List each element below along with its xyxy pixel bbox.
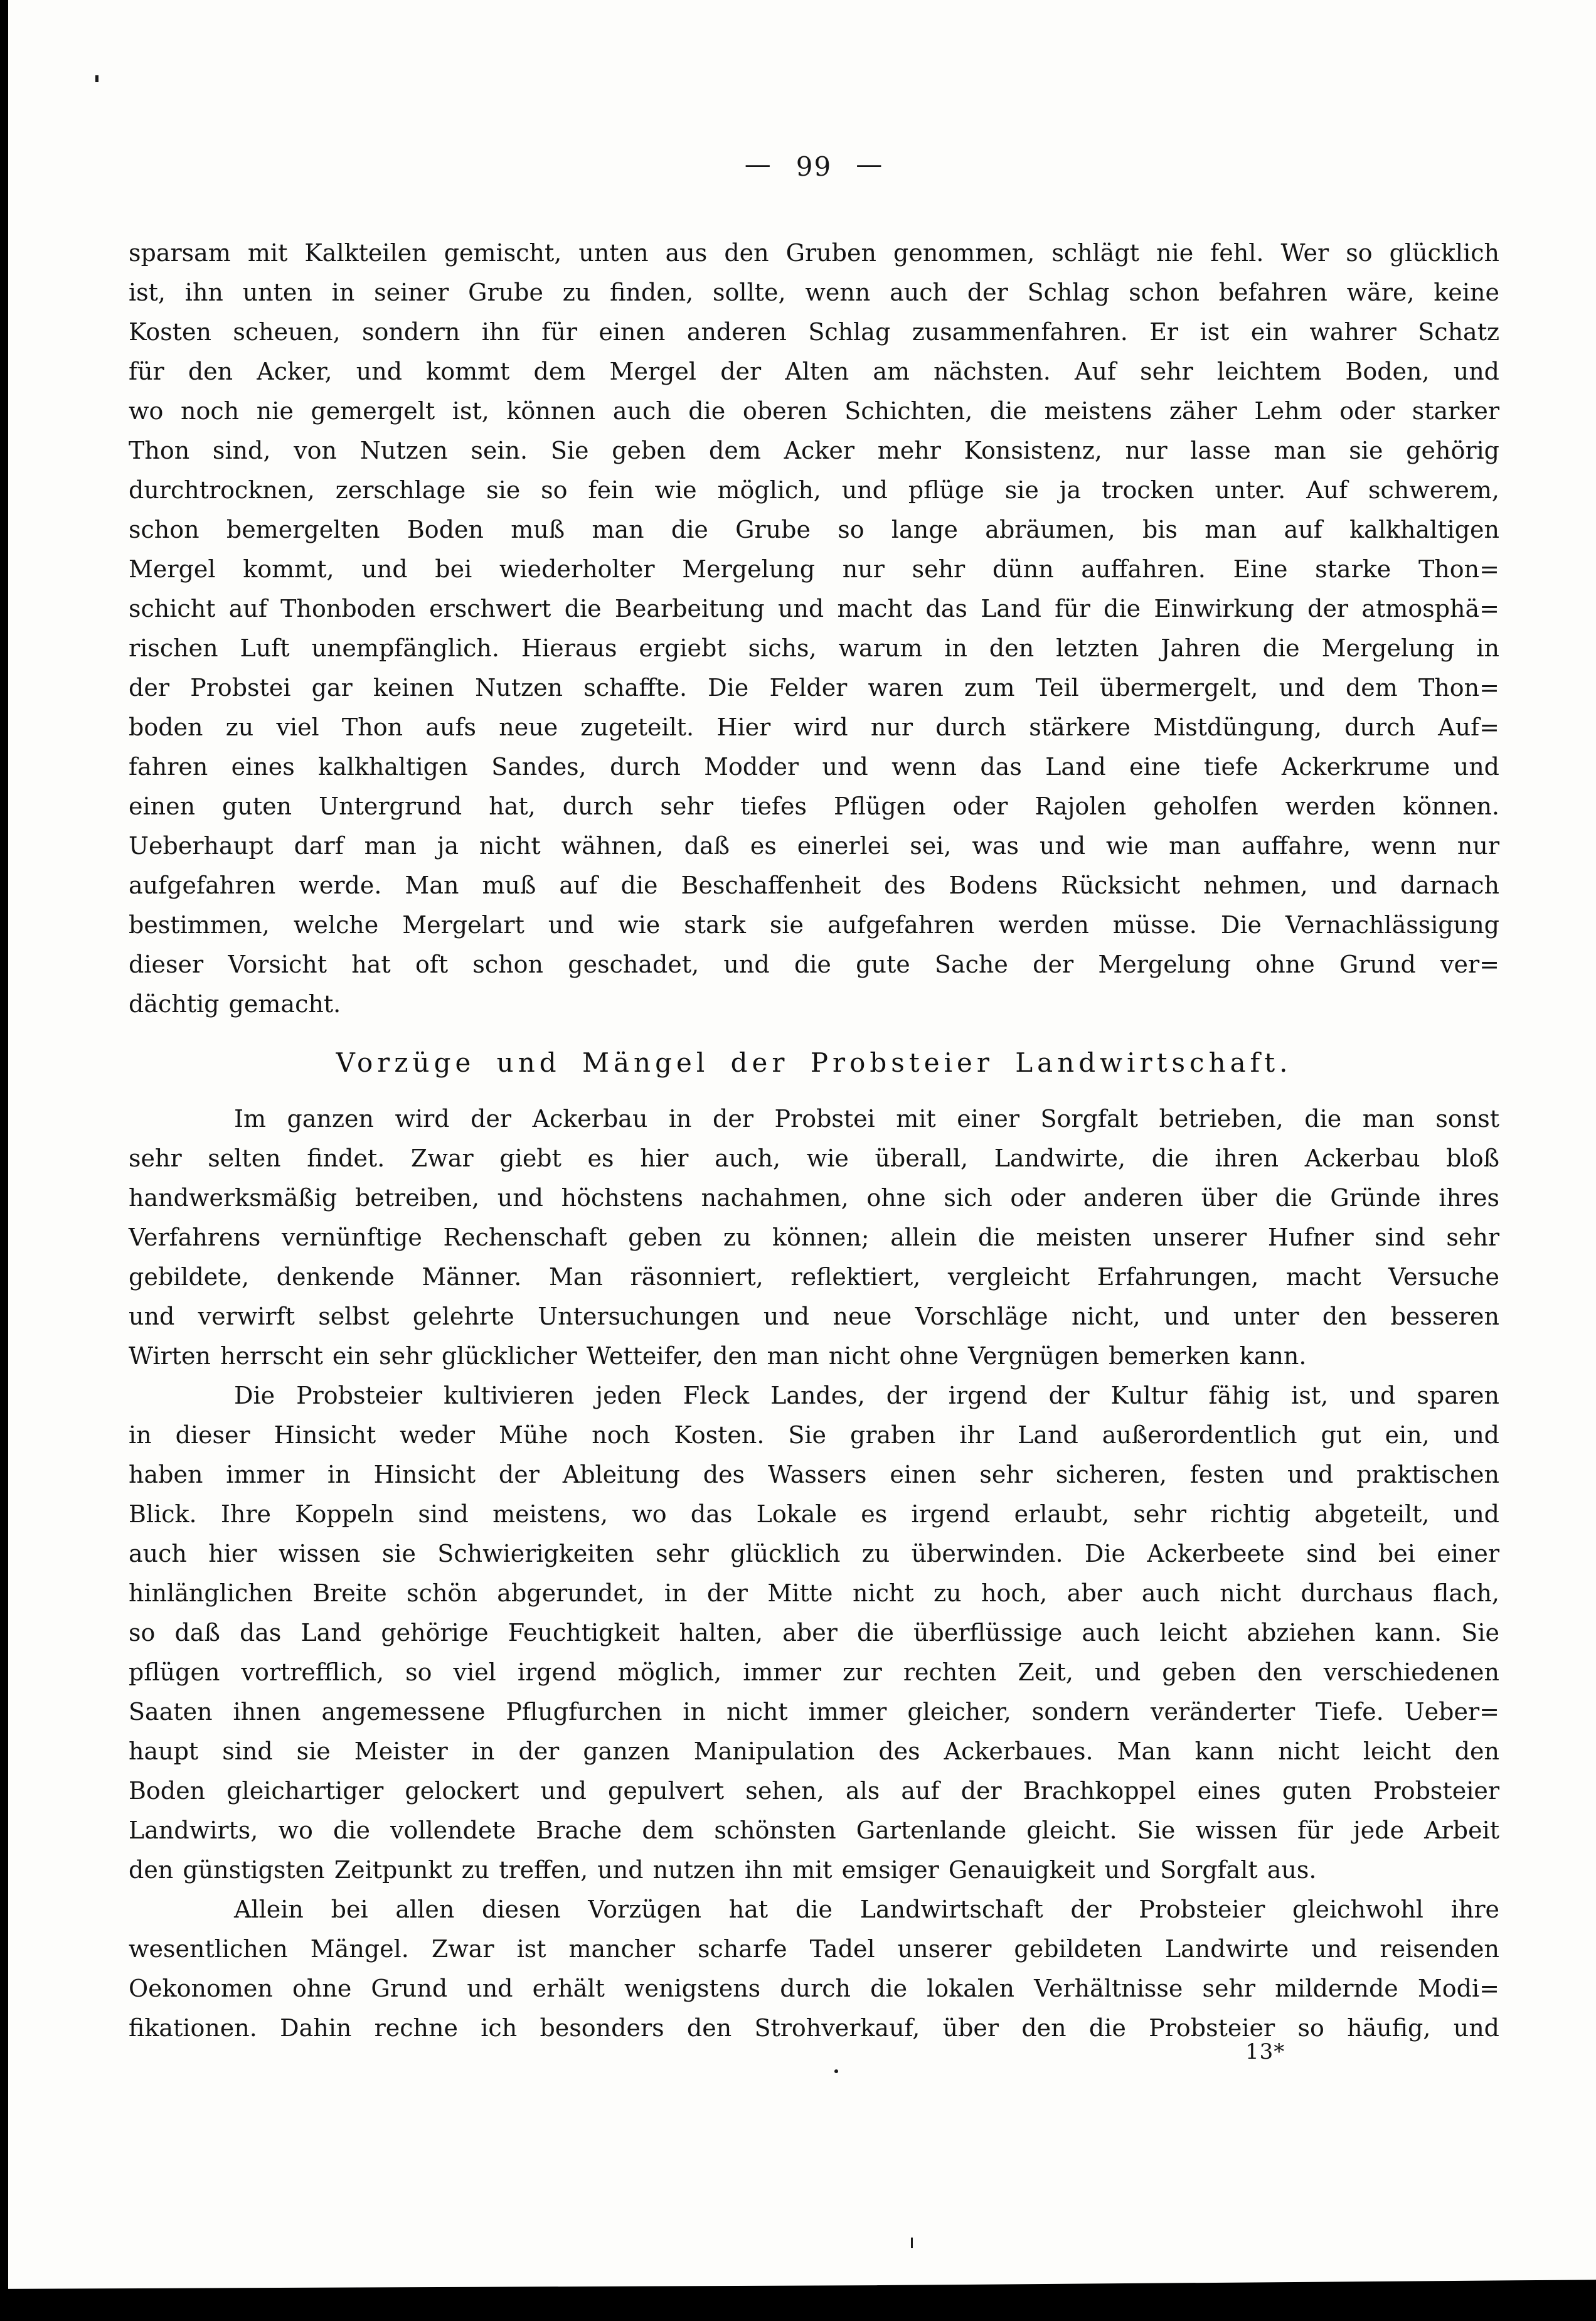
- text-line: sparsam mit Kalkteilen gemischt, unten aus den Gruben genommen, schlägt nie fehl. Wer so glücklich: [129, 239, 1499, 267]
- text-line: einen guten Untergrund hat, durch sehr tiefes Pflügen oder Rajolen geholfen werden können.: [129, 792, 1499, 820]
- text-line: Ueberhaupt darf man ja nicht wähnen, daß es einerlei sei, was und wie man auffahre, wenn nur: [129, 832, 1499, 860]
- text-line: Die Probsteier kultivieren jeden Fleck Landes, der irgend der Kultur fähig ist, und sparen: [234, 1382, 1499, 1409]
- text-line: haupt sind sie Meister in der ganzen Manipulation des Ackerbaues. Man kann nicht leicht den: [129, 1737, 1499, 1765]
- text-line: haben immer in Hinsicht der Ableitung des Wassers einen sehr sicheren, festen und praktischen: [129, 1461, 1499, 1488]
- text-line: boden zu viel Thon aufs neue zugeteilt. Hier wird nur durch stärkere Mistdüngung, durch Auf=: [129, 713, 1499, 741]
- text-line: durchtrocknen, zerschlage sie so fein wie möglich, und pflüge sie ja trocken unter. Auf schwerem,: [129, 476, 1499, 504]
- text-line: Verfahrens vernünftige Rechenschaft geben zu können; allein die meisten unserer Hufner sind sehr: [129, 1224, 1499, 1251]
- text-line: Saaten ihnen angemessene Pflugfurchen in nicht immer gleicher, sondern veränderter Tiefe. Ueber=: [129, 1698, 1499, 1726]
- scan-speck: [911, 2238, 913, 2248]
- text-line: sehr selten findet. Zwar giebt es hier auch, wie überall, Landwirte, die ihren Ackerbau bloß: [129, 1144, 1499, 1172]
- printer-signature-mark: 13*: [1245, 2039, 1285, 2064]
- text-line: rischen Luft unempfänglich. Hieraus ergiebt sichs, warum in den letzten Jahren die Mergelung in: [129, 634, 1499, 662]
- text-line: Thon sind, von Nutzen sein. Sie geben dem Acker mehr Konsistenz, nur lasse man sie gehörig: [129, 437, 1499, 464]
- page-number: 99: [795, 151, 833, 182]
- scan-speck: [95, 75, 98, 82]
- text-line: auch hier wissen sie Schwierigkeiten sehr glücklich zu überwinden. Die Ackerbeete sind bei einer: [129, 1540, 1499, 1567]
- text-line: Kosten scheuen, sondern ihn für einen anderen Schlag zusammenfahren. Er ist ein wahrer Schatz: [129, 318, 1499, 346]
- header-dash-left: —: [744, 149, 772, 179]
- text-line: fikationen. Dahin rechne ich besonders den Strohverkauf, über den die Probsteier so häufig, und: [129, 2014, 1499, 2042]
- paragraph-kultivierung: [129, 1376, 1499, 1890]
- text-line: Blick. Ihre Koppeln sind meistens, wo das Lokale es irgend erlaubt, sehr richtig abgeteilt, und: [129, 1500, 1499, 1528]
- text-line: der Probstei gar keinen Nutzen schaffte. Die Felder waren zum Teil übermergelt, und dem Thon=: [129, 674, 1499, 702]
- text-line: wo noch nie gemergelt ist, können auch die oberen Schichten, die meistens zäher Lehm oder starker: [129, 397, 1499, 425]
- paragraph-maengel: [129, 1890, 1499, 2048]
- scan-speck: [834, 2069, 838, 2073]
- text-line: dieser Vorsicht hat oft schon geschadet, und die gute Sache der Mergelung ohne Grund ver=: [129, 951, 1499, 978]
- text-line: für den Acker, und kommt dem Mergel der Alten am nächsten. Auf sehr leichtem Boden, und: [129, 358, 1499, 385]
- header-dash-right: —: [856, 149, 884, 179]
- text-line: Boden gleichartiger gelockert und gepulvert sehen, als auf der Brachkoppel eines guten Probsteier: [129, 1777, 1499, 1805]
- text-line: wesentlichen Mängel. Zwar ist mancher scharfe Tadel unserer gebildeten Landwirte und reisenden: [129, 1935, 1499, 1963]
- text-line: ist, ihn unten in seiner Grube zu finden, sollte, wenn auch der Schlag schon befahren wäre, keine: [129, 279, 1499, 306]
- text-line: schicht auf Thonboden erschwert die Bearbeitung und macht das Land für die Einwirkung der atmosphä=: [129, 595, 1499, 622]
- text-line: aufgefahren werde. Man muß auf die Beschaffenheit des Bodens Rücksicht nehmen, und darnach: [129, 872, 1499, 899]
- text-line: fahren eines kalkhaltigen Sandes, durch Modder und wenn das Land eine tiefe Ackerkrume und: [129, 753, 1499, 781]
- text-line: Im ganzen wird der Ackerbau in der Probstei mit einer Sorgfalt betrieben, die man sonst: [234, 1105, 1499, 1133]
- scan-edge-artifact-left: [0, 0, 8, 2321]
- text-line: hinlänglichen Breite schön abgerundet, in der Mitte nicht zu hoch, aber auch nicht durchaus flach,: [129, 1579, 1499, 1607]
- page-number-header: [129, 151, 1499, 183]
- text-line: gebildete, denkende Männer. Man räsonniert, reflektiert, vergleicht Erfahrungen, macht Versuche: [129, 1263, 1499, 1291]
- text-line: dächtig gemacht.: [129, 990, 341, 1018]
- text-line: bestimmen, welche Mergelart und wie stark sie aufgefahren werden müsse. Die Vernachlässigung: [129, 911, 1499, 939]
- text-line: Wirten herrscht ein sehr glücklicher Wetteifer, den man nicht ohne Vergnügen bemerken kann.: [129, 1342, 1307, 1370]
- text-line: Oekonomen ohne Grund und erhält wenigstens durch die lokalen Verhältnisse sehr mildernde Modi=: [129, 1975, 1499, 2002]
- text-line: in dieser Hinsicht weder Mühe noch Kosten. Sie graben ihr Land außerordentlich gut ein, und: [129, 1421, 1499, 1449]
- text-line: Allein bei allen diesen Vorzügen hat die Landwirtschaft der Probsteier gleichwohl ihre: [234, 1896, 1499, 1923]
- paragraph-ackerbau-sorgfalt: [129, 1099, 1499, 1376]
- section-heading: Vorzüge und Mängel der Probsteier Landwirtschaft.: [336, 1047, 1292, 1078]
- text-line: schon bemergelten Boden muß man die Grube so lange abräumen, bis man auf kalkhaltigen: [129, 516, 1499, 543]
- text-line: Mergel kommt, und bei wiederholter Mergelung nur sehr dünn auffahren. Eine starke Thon=: [129, 555, 1499, 583]
- paragraph-mergel-continuation: [129, 233, 1499, 1024]
- text-line: Landwirts, wo die vollendete Brache dem schönsten Gartenlande gleicht. Sie wissen für jede Arbeit: [129, 1817, 1499, 1844]
- text-line: handwerksmäßig betreiben, und höchstens nachahmen, ohne sich oder anderen über die Gründe ihres: [129, 1184, 1499, 1212]
- text-line: den günstigsten Zeitpunkt zu treffen, und nutzen ihn mit emsiger Genauigkeit und Sorgfalt aus.: [129, 1856, 1317, 1884]
- text-line: pflügen vortrefflich, so viel irgend möglich, immer zur rechten Zeit, und geben den verschiedenen: [129, 1658, 1499, 1686]
- text-line: so daß das Land gehörige Feuchtigkeit halten, aber die überflüssige auch leicht abziehen kann. Sie: [129, 1619, 1499, 1646]
- scan-edge-artifact-bottom: [0, 2275, 1596, 2321]
- text-line: und verwirft selbst gelehrte Untersuchungen und neue Vorschläge nicht, und unter den besseren: [129, 1303, 1499, 1330]
